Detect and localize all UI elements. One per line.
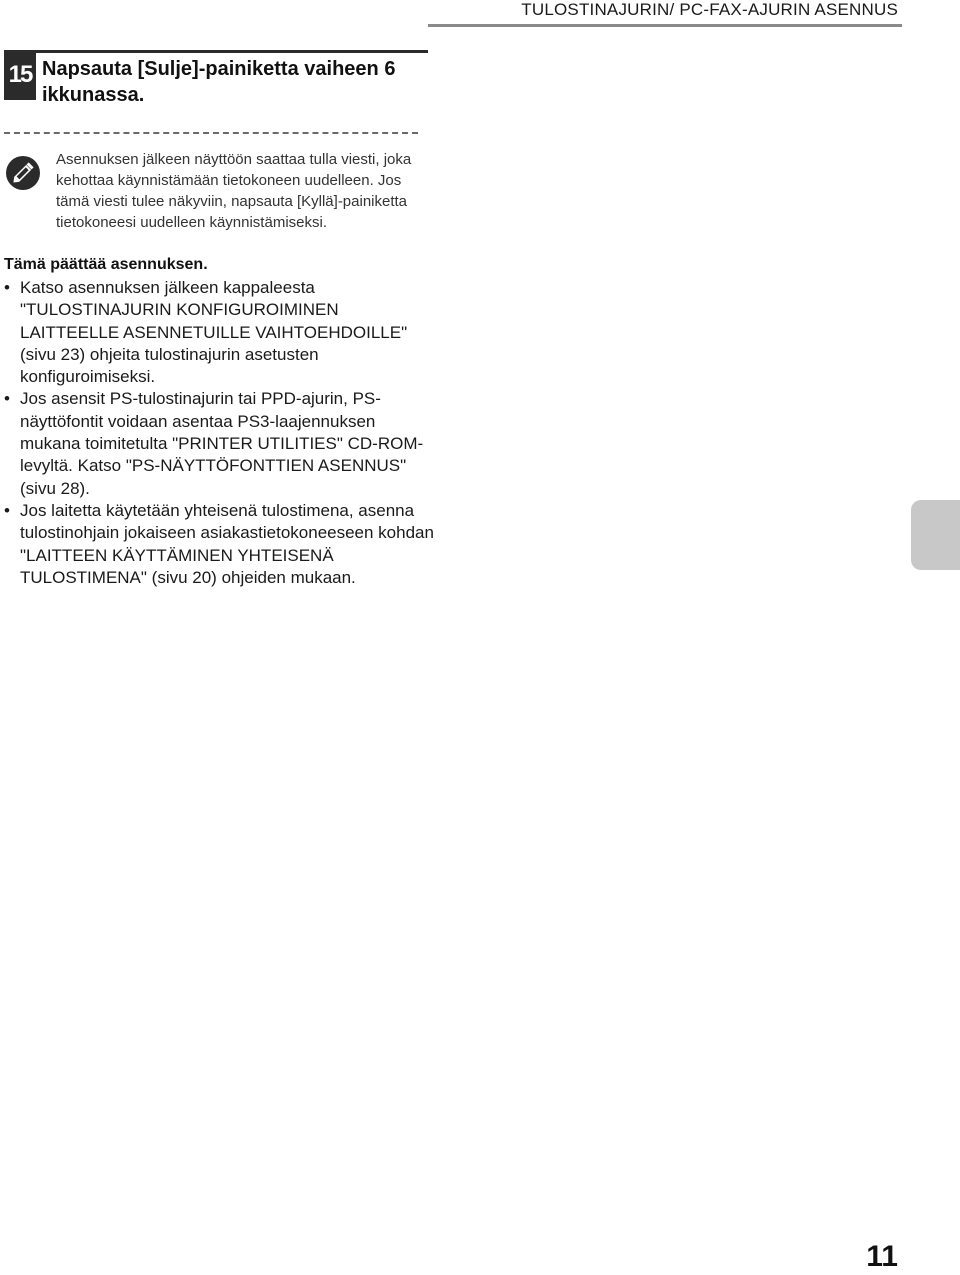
header-rule (428, 24, 902, 27)
list-item-text: Jos asensit PS-tulostinajurin tai PPD-ajurin, PS-näyttöfontit voidaan asentaa PS3-laajennuksen mukana toimitetulta "PRINTER UTILITIES" CD-ROM-levyltä. Katso "PS-NÄYTTÖFONTTIEN ASENNUS" (sivu 28). (20, 389, 424, 498)
bullet-symbol: • (4, 389, 10, 409)
pencil-note-icon (5, 155, 41, 191)
list-item-text: Katso asennuksen jälkeen kappaleesta "TULOSTINAJURIN KONFIGUROIMINEN LAITTEELLE ASENNETUILLE VAIHTOEHDOILLE" (sivu 23) ohjeita tulostinajurin asetusten konfiguroimiseksi. (20, 278, 408, 387)
step-number-badge: 15 (4, 50, 36, 100)
chapter-side-tab (911, 500, 960, 570)
bullet-symbol: • (4, 500, 10, 520)
running-header: TULOSTINAJURIN/ PC-FAX-AJURIN ASENNUS (521, 0, 898, 19)
page-number: 11 (866, 1240, 898, 1273)
bullet-symbol: • (4, 278, 10, 297)
note-text: Asennuksen jälkeen näyttöön saattaa tulla viesti, joka kehottaa käynnistämään tietokoneen uudelleen. Jos tämä viesti tulee näkyviin, napsauta [Kyllä]-painiketta tietokoneesi uudelleen käynnistämiseksi. (56, 151, 412, 231)
step-instruction: Napsauta [Sulje]-painiketta vaiheen 6 ikkunassa. (42, 58, 396, 106)
step-rule (36, 50, 428, 53)
completion-heading: Tämä päättää asennuksen. (4, 256, 208, 273)
list-item (4, 277, 434, 388)
dashed-divider (4, 132, 418, 134)
list-item (4, 500, 434, 589)
list-item (4, 388, 434, 499)
list-item-text: Jos laitetta käytetään yhteisenä tulostimena, asenna tulostinohjain jokaiseen asiakastietokoneeseen kohdan "LAITTEEN KÄYTTÄMINEN YHTEISENÄ TULOSTIMENA" (sivu 20) ohjeiden mukaan. (20, 500, 434, 587)
bullet-list (4, 277, 434, 589)
